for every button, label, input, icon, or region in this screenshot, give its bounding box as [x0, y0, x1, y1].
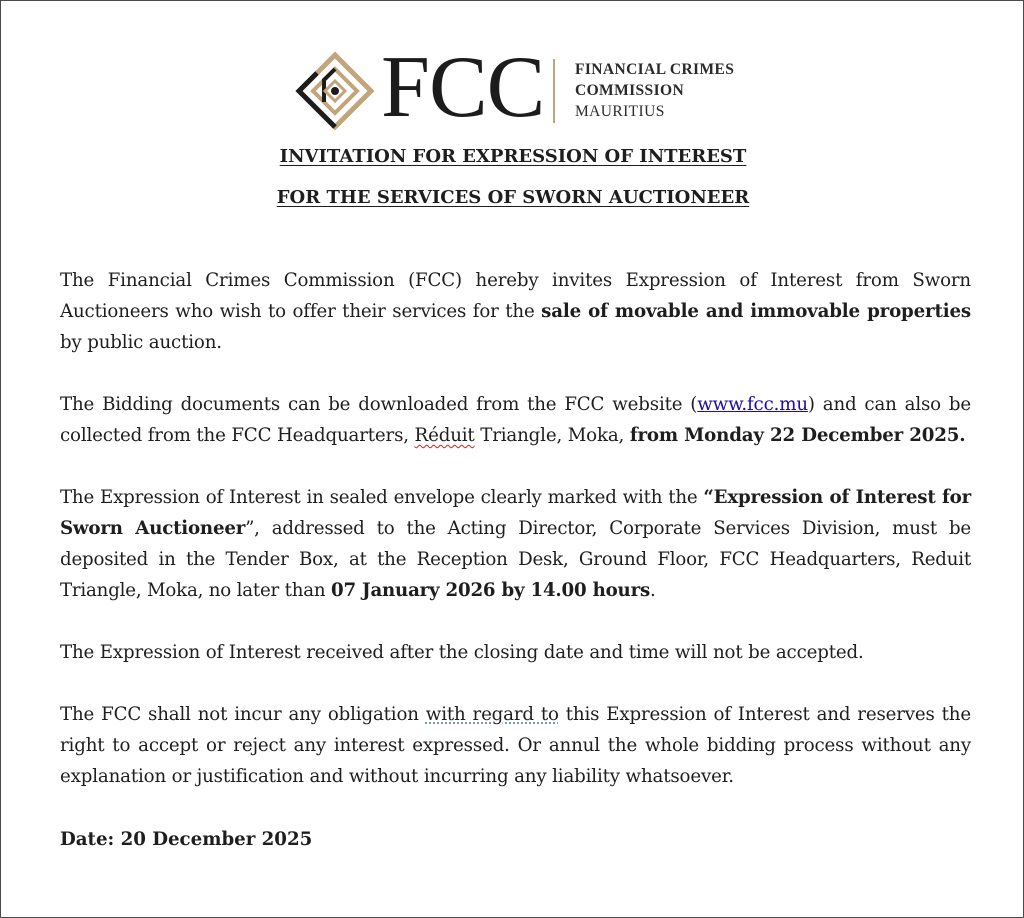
notice-date: Date: 20 December 2025 [60, 829, 313, 850]
grammar-flagged-phrase: with regard to [425, 704, 559, 725]
paragraph-invitation [60, 265, 971, 358]
paragraph-late-submission: The Expression of Interest received after the closing date and time will not be accepted. [60, 642, 864, 663]
fcc-emblem-icon [295, 51, 375, 131]
p5-text-end: this Expression of Interest and reserves the right to accept or reject any interest expressed. Or annul the whole bidding process without any explanation or justification and without incurring any liability whatsoever. [60, 704, 971, 787]
p1-text-end: by public auction. [60, 332, 222, 353]
paragraph-bidding-documents [60, 389, 971, 451]
p2-text-mid: ) and can also be collected from the FCC Headquarters, [60, 394, 972, 446]
p3-bold-deadline: 07 January 2026 by 14.00 hours [331, 580, 650, 601]
notice-title-line-2: FOR THE SERVICES OF SWORN AUCTIONEER [276, 187, 750, 208]
notice-title-line-1: INVITATION FOR EXPRESSION OF INTEREST [279, 146, 747, 167]
org-name-line-1: FINANCIAL CRIMES [575, 61, 735, 78]
spellcheck-flagged-word: Réduit [414, 425, 475, 446]
notice-body [60, 265, 971, 823]
org-country: MAURITIUS [575, 103, 665, 120]
p2-bold-date: from Monday 22 December 2025. [629, 425, 966, 446]
fcc-website-link[interactable]: www.fcc.mu [697, 394, 808, 415]
p3-text-end: . [650, 580, 656, 601]
fcc-wordmark: FCC [381, 39, 545, 136]
org-name-line-2: COMMISSION [575, 82, 685, 99]
paragraph-submission [60, 482, 971, 606]
p2-text: The Bidding documents can be downloaded from the FCC website ( [60, 394, 698, 415]
organisation-name [575, 59, 734, 122]
p1-bold-scope: sale of movable and immovable properties [541, 301, 971, 322]
fcc-letterhead [295, 39, 745, 136]
p3-text-mid: ”, addressed to the Acting Director, Corporate Services Division, must be deposited in the Tender Box, at the Reception Desk, Ground Floor, FCC Headquarters, Reduit Triangle, Moka, no later than [60, 518, 971, 601]
p5-text: The FCC shall not incur any obligation [60, 704, 426, 725]
paragraph-reservation [60, 699, 971, 792]
p2-text-end: Triangle, Moka, [474, 425, 630, 446]
p1-text: The Financial Crimes Commission (FCC) hereby invites Expression of Interest from Sworn Auctioneers who wish to offer their services for the [60, 270, 971, 322]
p3-bold-marking: “Expression of Interest for Sworn Auctioneer [60, 487, 971, 539]
p3-text: The Expression of Interest in sealed envelope clearly marked with the [60, 487, 704, 508]
letterhead-divider [553, 59, 555, 123]
